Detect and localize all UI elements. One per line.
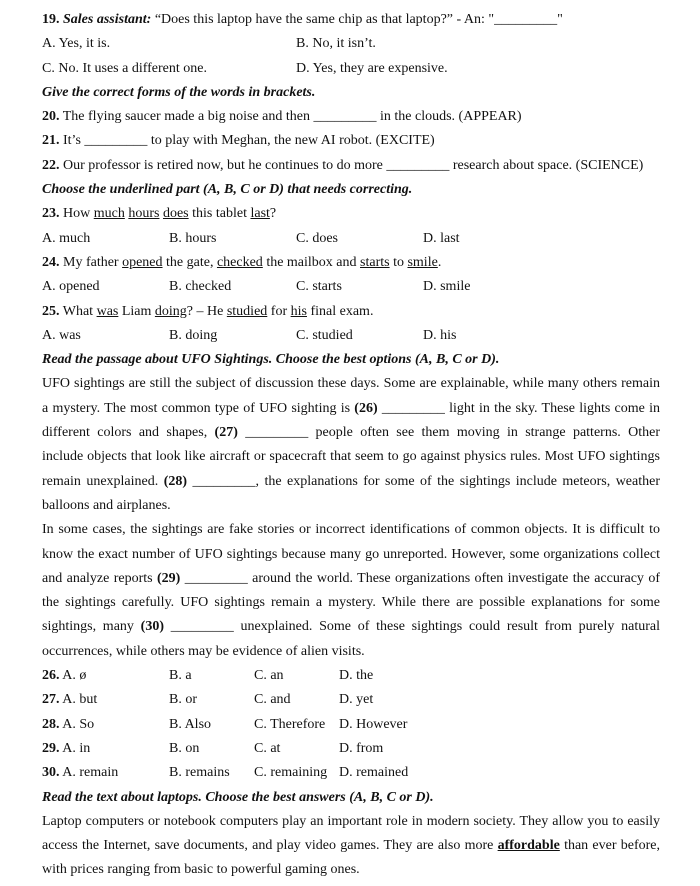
text-run: My father [59, 254, 123, 270]
passage-line [42, 834, 660, 858]
text-run: to [389, 254, 408, 270]
option-a[interactable]: A. Yes, it is. [42, 36, 111, 52]
option-row [42, 32, 660, 56]
text-run: _________, the explanations for some of the sightings include meteors, weather [187, 473, 660, 489]
underlined-part-a: much [93, 206, 125, 222]
text-run: _________ around the world. These organizations often investigate the accuracy of [180, 570, 660, 586]
option-c[interactable]: C. Therefore [254, 716, 326, 732]
text-run: this tablet [188, 206, 251, 222]
question-20 [42, 105, 660, 129]
option-row [42, 227, 660, 251]
option-d[interactable]: D. However [339, 716, 408, 732]
option-b[interactable]: B. on [169, 740, 200, 756]
text-run: Liam [118, 303, 155, 319]
underlined-part-a: was [96, 303, 119, 319]
question-24 [42, 251, 660, 275]
passage-line [42, 470, 660, 494]
option-a[interactable]: A. much [42, 230, 91, 246]
text-run: _________ unexplained. Some of these sightings could result from purely natural [163, 619, 660, 635]
question-19 [42, 8, 660, 32]
passage-line: Laptop computers or notebook computers play an important role in modern society. They allow you to easily [42, 813, 660, 829]
underlined-part-d: last [250, 206, 270, 222]
text-run: the mailbox and [262, 254, 361, 270]
question-26 [42, 664, 660, 688]
underlined-part-b: checked [216, 254, 263, 270]
blank-number: (29) [157, 570, 181, 586]
question-25 [42, 300, 660, 324]
option-c[interactable]: C. No. It uses a different one. [42, 60, 207, 76]
option-c[interactable]: C. an [254, 668, 284, 684]
option-b[interactable]: B. checked [169, 279, 232, 295]
passage-line [42, 397, 660, 421]
passage-line [42, 421, 660, 445]
option-a[interactable] [42, 761, 118, 785]
text-run: final exam. [306, 303, 374, 319]
question-number: 25. [42, 303, 60, 319]
option-a[interactable]: A. opened [42, 279, 100, 295]
underlined-part-c: starts [360, 254, 390, 270]
question-21 [42, 129, 660, 153]
option-d[interactable]: D. Yes, they are expensive. [296, 60, 448, 76]
passage-line: occurrences, while others may be evidence of alien visits. [42, 643, 365, 659]
section-instruction: Choose the underlined part (A, B, C or D) that needs correcting. [42, 182, 413, 198]
option-text: A. in [59, 740, 91, 756]
question-22 [42, 154, 660, 178]
option-a[interactable] [42, 664, 86, 688]
text-run: _________ people often see them moving in strange patterns. Other [245, 425, 660, 441]
question-number: 26. [42, 668, 60, 684]
section-instruction: Give the correct forms of the words in brackets. [42, 84, 316, 100]
text-run: _________ light in the sky. These lights come in [377, 400, 660, 416]
section-instruction: Read the text about laptops. Choose the best answers (A, B, C or D). [42, 789, 434, 805]
question-29 [42, 737, 660, 761]
option-d[interactable]: D. yet [339, 692, 374, 708]
text-run: ? – He [186, 303, 227, 319]
question-number: 27. [42, 692, 60, 708]
option-text: A. ø [59, 668, 87, 684]
underlined-part-c: does [162, 206, 189, 222]
question-number: 30. [42, 765, 60, 781]
underlined-part-c: studied [226, 303, 268, 319]
option-c[interactable]: C. at [254, 740, 281, 756]
question-27 [42, 688, 660, 712]
option-b[interactable]: B. No, it isn’t. [296, 36, 376, 52]
option-d[interactable]: D. from [339, 740, 384, 756]
option-b[interactable]: B. a [169, 668, 192, 684]
option-c[interactable]: C. remaining [254, 765, 328, 781]
passage-line: UFO sightings are still the subject of discussion these days. Some are explainable, while many others remain [42, 376, 660, 392]
option-row [42, 275, 660, 299]
question-number: 22. [42, 157, 60, 173]
worksheet-page [42, 8, 660, 883]
blank-number: (28) [163, 473, 188, 489]
option-d[interactable]: D. the [339, 668, 374, 684]
underlined-part-b: hours [128, 206, 160, 222]
option-b[interactable]: B. Also [169, 716, 212, 732]
question-number: 20. [42, 109, 60, 125]
passage-line: balloons and airplanes. [42, 497, 171, 513]
option-a[interactable]: A. was [42, 327, 81, 343]
option-d[interactable]: D. his [423, 327, 457, 343]
option-c[interactable]: C. starts [296, 279, 342, 295]
text-run: than ever before, [559, 838, 660, 854]
option-d[interactable]: D. last [423, 230, 460, 246]
question-number: 28. [42, 716, 60, 732]
option-text: A. but [59, 692, 98, 708]
option-a[interactable] [42, 737, 90, 761]
question-28 [42, 713, 660, 737]
underlined-part-a: opened [122, 254, 163, 270]
question-text: The flying saucer made a big noise and then _________ in the clouds. (APPEAR) [59, 109, 522, 125]
passage-line: the sightings carefully. UFO sightings remain a mystery. While there are possible explanations for some [42, 595, 660, 611]
text-run: ? [269, 206, 277, 222]
question-text: It’s _________ to play with Meghan, the new AI robot. (EXCITE) [59, 133, 435, 149]
option-c[interactable]: C. and [254, 692, 291, 708]
option-row [42, 324, 660, 348]
text-run: access the Internet, save documents, and play video games. They are also more [42, 838, 498, 854]
option-b[interactable]: B. remains [169, 765, 230, 781]
underlined-part-d: his [290, 303, 307, 319]
text-run: . [437, 254, 442, 270]
text-run: a mystery. The most common type of UFO sighting is [42, 400, 355, 416]
question-30 [42, 761, 660, 785]
text-run: the gate, [162, 254, 217, 270]
question-number: 23. [42, 206, 60, 222]
passage-line: know the exact number of UFO sightings because many go unreported. However, some organizations collect [42, 546, 660, 562]
option-text: A. remain [59, 765, 119, 781]
section-instruction: Read the passage about UFO Sightings. Choose the best options (A, B, C or D). [42, 352, 500, 368]
option-c[interactable]: C. does [296, 230, 338, 246]
option-row [42, 57, 660, 81]
passage-line: In some cases, the sightings are fake stories or incorrect identifications of common objects. It is difficult to [42, 522, 660, 538]
text-run: for [267, 303, 291, 319]
option-d[interactable]: D. smile [423, 279, 471, 295]
underlined-part-b: doing [154, 303, 187, 319]
text-run: What [59, 303, 97, 319]
option-b[interactable]: B. doing [169, 327, 218, 343]
option-a[interactable] [42, 713, 94, 737]
passage-line [42, 567, 660, 591]
text-run: sightings, many [42, 619, 141, 635]
question-number: 24. [42, 254, 60, 270]
text-run: How [59, 206, 94, 222]
option-b[interactable]: B. hours [169, 230, 217, 246]
blank-number: (30) [140, 619, 164, 635]
option-text: A. So [59, 716, 95, 732]
question-number: 21. [42, 133, 60, 149]
text-run: and analyze reports [42, 570, 157, 586]
keyword-affordable: affordable [497, 838, 560, 854]
blank-number: (26) [354, 400, 378, 416]
question-23 [42, 202, 660, 226]
blank-number: (27) [214, 425, 238, 441]
passage-line: include objects that look like aircraft or spacecraft that seem to go against physics rules. Most UFO sightings [42, 449, 660, 465]
option-a[interactable] [42, 688, 97, 712]
text-run: different colors and shapes, [42, 425, 215, 441]
passage-line: with prices ranging from basic to powerful gaming ones. [42, 862, 360, 878]
question-number: 19. [42, 12, 60, 27]
option-d[interactable]: D. remained [339, 765, 409, 781]
passage-line [42, 615, 660, 639]
option-b[interactable]: B. or [169, 692, 197, 708]
question-number: 29. [42, 740, 60, 756]
question-text: Our professor is retired now, but he continues to do more _________ research about space. (SCIENCE) [59, 157, 644, 173]
underlined-part-d: smile [407, 254, 438, 270]
option-c[interactable]: C. studied [296, 327, 353, 343]
text-run: remain unexplained. [42, 473, 164, 489]
speaker-label: Sales assistant: [63, 12, 152, 27]
question-text: “Does this laptop have the same chip as that laptop?” - An: "_________" [151, 12, 563, 27]
